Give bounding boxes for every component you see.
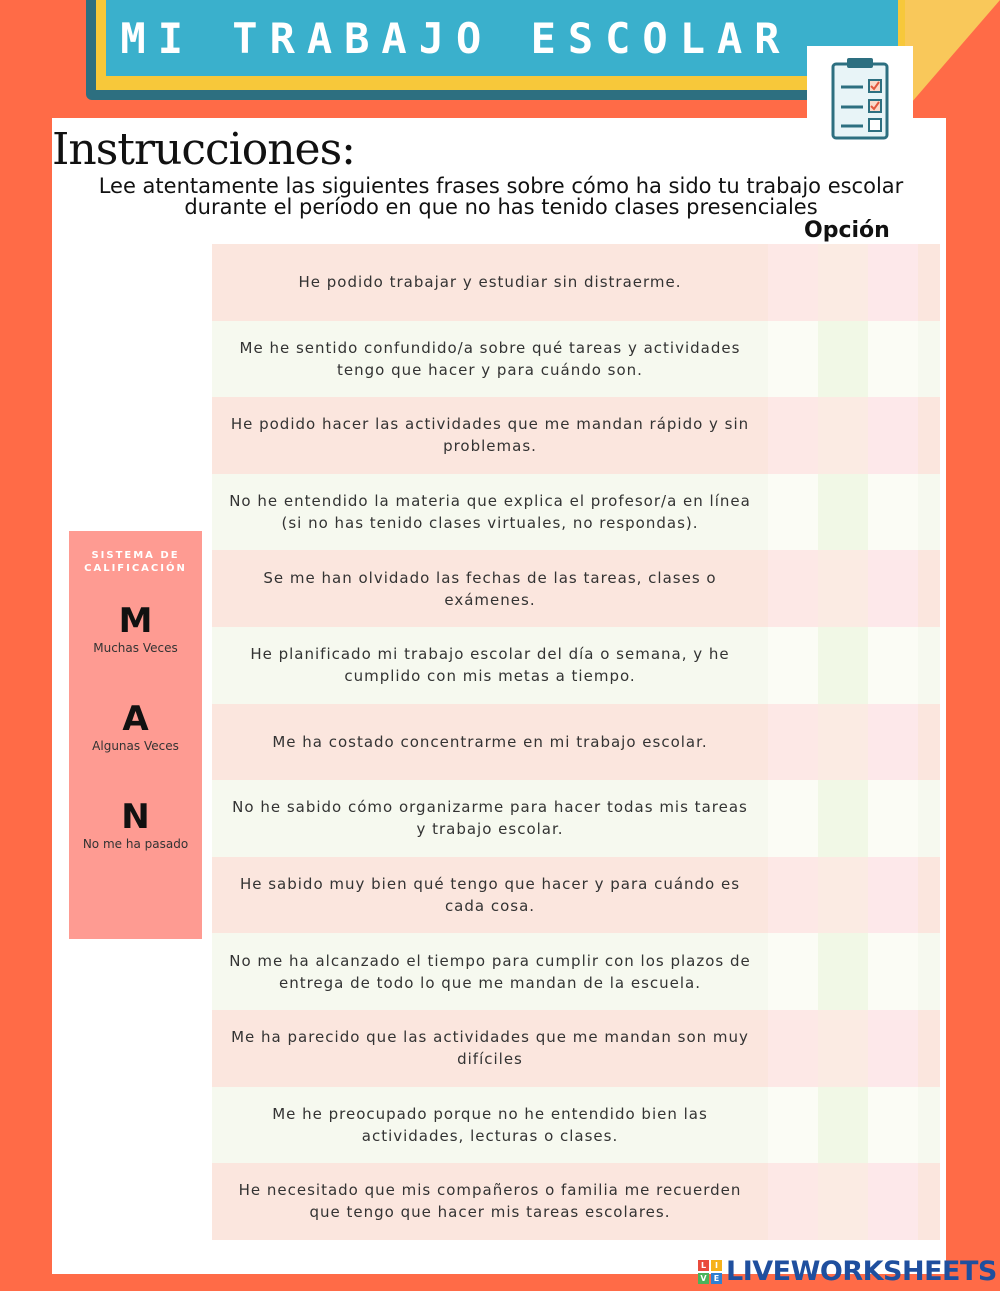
- table-row: [212, 1163, 940, 1240]
- grading-title: SISTEMA DE CALIFICACIÓN: [84, 550, 187, 574]
- option-cell[interactable]: [818, 321, 868, 398]
- option-cell[interactable]: [818, 1163, 868, 1240]
- option-cell[interactable]: [868, 1163, 918, 1240]
- table-row: [212, 933, 940, 1010]
- table-row: [212, 1010, 940, 1087]
- statement-text: Me ha costado concentrarme en mi trabajo escolar.: [272, 732, 708, 751]
- table-row: [212, 321, 940, 398]
- table-row: [212, 550, 940, 627]
- logo-letter: V: [698, 1273, 709, 1284]
- option-cell[interactable]: [868, 321, 918, 398]
- clipboard-box: [807, 46, 913, 146]
- table-row: [212, 627, 940, 704]
- option-cell[interactable]: [768, 857, 818, 934]
- option-cell[interactable]: [818, 933, 868, 1010]
- table-row: [212, 244, 940, 321]
- statement-text: No me ha alcanzado el tiempo para cumplir con los plazos de entrega de todo lo que me mandan de la escuela.: [229, 951, 751, 992]
- statement-text: He planificado mi trabajo escolar del día o semana, y he cumplido con mis metas a tiempo.: [250, 645, 730, 686]
- corner-decoration: [905, 0, 1000, 110]
- option-cell[interactable]: [818, 550, 868, 627]
- grading-panel: [69, 531, 202, 939]
- option-cell[interactable]: [868, 1087, 918, 1164]
- statement-text: Me ha parecido que las actividades que me mandan son muy difíciles: [231, 1028, 749, 1069]
- statement-text: Me he sentido confundido/a sobre qué tareas y actividades tengo que hacer y para cuándo son.: [239, 338, 741, 379]
- option-cell[interactable]: [868, 550, 918, 627]
- option-cell[interactable]: [818, 857, 868, 934]
- option-column-header: Opción: [804, 218, 890, 243]
- brand-logo: [698, 1260, 722, 1284]
- statement-text: He necesitado que mis compañeros o familia me recuerden que tengo que hacer mis tareas escolares.: [238, 1181, 742, 1222]
- table-row: [212, 857, 940, 934]
- brand-name: LIVEWORKSHEETS: [726, 1256, 997, 1287]
- option-cell[interactable]: [868, 780, 918, 857]
- grade-label: Algunas Veces: [92, 739, 179, 753]
- table-row: [212, 704, 940, 781]
- option-cell[interactable]: [818, 1010, 868, 1087]
- grade-letter: M: [118, 601, 153, 641]
- option-cell[interactable]: [818, 1087, 868, 1164]
- instructions-text: Lee atentamente las siguientes frases sobre cómo ha sido tu trabajo escolar durante el período en que no has tenido clases presenciales: [98, 174, 904, 219]
- option-cell[interactable]: [868, 704, 918, 781]
- table-row: [212, 397, 940, 474]
- option-cell[interactable]: [818, 704, 868, 781]
- option-cell[interactable]: [768, 933, 818, 1010]
- instructions-heading: Instrucciones:: [52, 124, 355, 175]
- grade-letter: A: [122, 699, 149, 739]
- option-cell[interactable]: [768, 780, 818, 857]
- option-cell[interactable]: [868, 474, 918, 551]
- option-cell[interactable]: [768, 321, 818, 398]
- option-cell[interactable]: [868, 244, 918, 321]
- grade-label: No me ha pasado: [82, 837, 189, 851]
- option-cell[interactable]: [868, 857, 918, 934]
- statement-text: He podido hacer las actividades que me mandan rápido y sin problemas.: [230, 415, 750, 456]
- table-row: [212, 780, 940, 857]
- option-cell[interactable]: [868, 933, 918, 1010]
- option-cell[interactable]: [868, 1010, 918, 1087]
- table-row: [212, 474, 940, 551]
- statement-text: No he entendido la materia que explica el profesor/a en línea (si no has tenido clases virtuales, no respondas).: [229, 492, 751, 533]
- footer-brand: [698, 1256, 997, 1287]
- logo-letter: E: [711, 1273, 722, 1284]
- option-cell[interactable]: [768, 474, 818, 551]
- statement-table: [212, 244, 940, 1240]
- grade-label: Muchas Veces: [93, 641, 178, 655]
- option-cell[interactable]: [868, 627, 918, 704]
- option-cell[interactable]: [818, 627, 868, 704]
- clipboard-checklist-icon: [807, 46, 913, 146]
- grade-letter: N: [121, 797, 150, 837]
- page-title: MI TRABAJO ESCOLAR: [120, 14, 792, 63]
- statement-text: No he sabido cómo organizarme para hacer todas mis tareas y trabajo escolar.: [232, 798, 748, 839]
- option-cell[interactable]: [768, 1010, 818, 1087]
- option-cell[interactable]: [768, 244, 818, 321]
- option-cell[interactable]: [768, 1163, 818, 1240]
- table-row: [212, 1087, 940, 1164]
- statement-text: Se me han olvidado las fechas de las tareas, clases o exámenes.: [263, 568, 717, 609]
- option-cell[interactable]: [818, 397, 868, 474]
- logo-letter: L: [698, 1260, 709, 1271]
- option-cell[interactable]: [768, 627, 818, 704]
- option-cell[interactable]: [818, 780, 868, 857]
- option-cell[interactable]: [818, 474, 868, 551]
- statement-text: Me he preocupado porque no he entendido bien las actividades, lecturas o clases.: [272, 1104, 708, 1145]
- option-cell[interactable]: [818, 244, 868, 321]
- option-cell[interactable]: [768, 704, 818, 781]
- option-cell[interactable]: [768, 1087, 818, 1164]
- option-cell[interactable]: [768, 397, 818, 474]
- statement-text: He sabido muy bien qué tengo que hacer y para cuándo es cada cosa.: [239, 875, 741, 916]
- statement-text: He podido trabajar y estudiar sin distraerme.: [298, 273, 682, 292]
- logo-letter: I: [711, 1260, 722, 1271]
- option-cell[interactable]: [868, 397, 918, 474]
- option-cell[interactable]: [768, 550, 818, 627]
